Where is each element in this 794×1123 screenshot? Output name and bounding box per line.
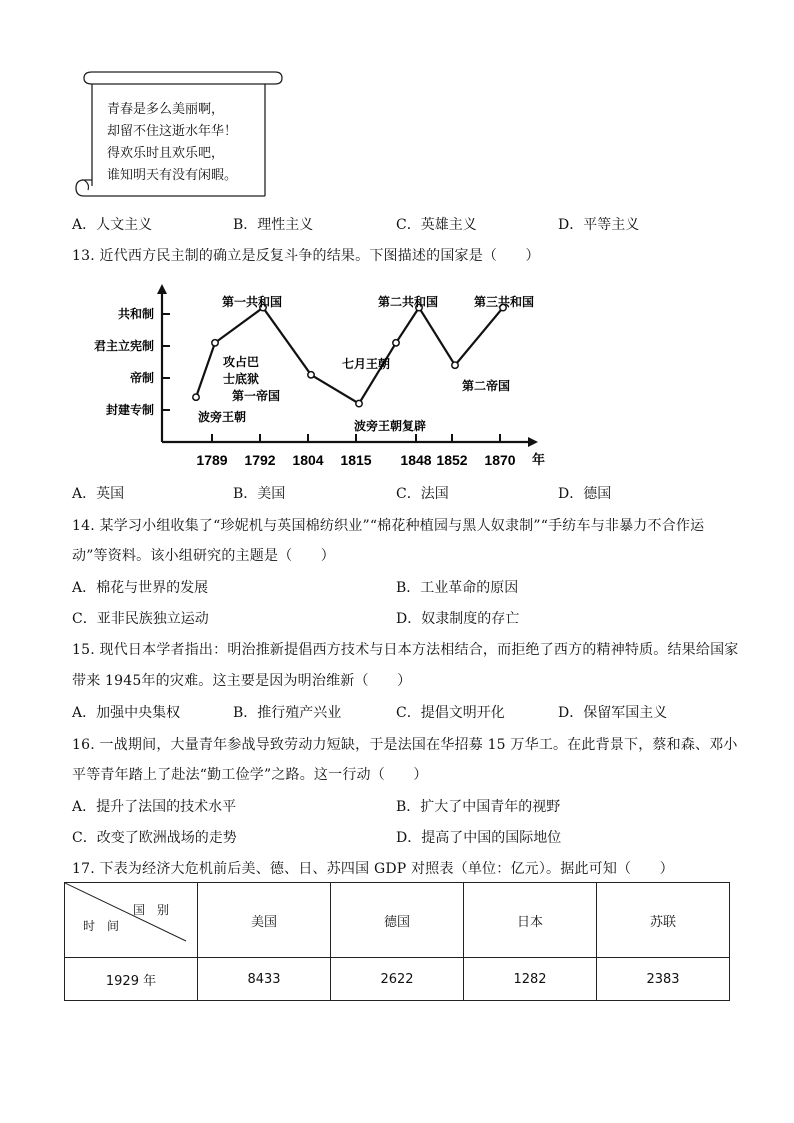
- header-japan: 日本: [464, 883, 597, 958]
- x-unit-label: 年: [532, 453, 546, 468]
- q16-option-a[interactable]: A．提升了法国的技术水平: [72, 799, 237, 815]
- y-tick-label: 帝制: [129, 371, 154, 385]
- annotation-second-empire: 第二帝国: [462, 379, 511, 393]
- q14-option-b[interactable]: B．工业革命的原因: [396, 580, 519, 596]
- data-point: [452, 362, 458, 368]
- q13-option-d[interactable]: D．德国: [558, 486, 612, 502]
- q15-stem-line-2: 带来 1945年的灾难。这主要是因为明治维新（ ）: [72, 673, 412, 689]
- q13-stem: 13. 近代西方民主制的确立是反复斗争的结果。下图描述的国家是（ ）: [72, 248, 540, 264]
- annotation-first-republic: 第一共和国: [222, 295, 283, 309]
- annotation-bastille-1: 攻占巴: [223, 355, 260, 369]
- q12-option-a[interactable]: A．人文主义: [72, 217, 153, 233]
- y-tick-label: 君主立宪制: [93, 339, 154, 353]
- poem-line-3: 得欢乐时且欢乐吧，: [107, 146, 225, 161]
- y-tick-label: 封建专制: [105, 403, 154, 417]
- q16-stem-line-2: 平等青年踏上了赴法“勤工俭学”之路。这一行动（ ）: [72, 767, 428, 783]
- q16-option-c[interactable]: C．改变了欧洲战场的走势: [72, 830, 237, 846]
- q16-option-b[interactable]: B．扩大了中国青年的视野: [396, 799, 561, 815]
- x-tick-label: 1870: [484, 452, 516, 468]
- data-point: [193, 394, 199, 400]
- x-tick-label: 1792: [244, 452, 276, 468]
- poem-line-4: 谁知明天有没有闲暇。: [107, 168, 238, 183]
- data-point: [212, 340, 218, 346]
- header-germany: 德国: [331, 883, 464, 958]
- annotation-bastille-2: 士底狱: [223, 372, 260, 386]
- annotation-bourbon: 波旁王朝: [198, 410, 247, 424]
- corner-label-time: 时 间: [83, 919, 120, 933]
- table-row: [65, 958, 730, 1001]
- q16-stem-line-1: 16. 一战期间，大量青年参战导致劳动力短缺，于是法国在华招募 15 万华工。在此背景下，蔡和森、邓小: [72, 737, 738, 753]
- cell-germany: 2622: [331, 958, 464, 1001]
- poem-line-1: 青春是多么美丽啊，: [107, 102, 225, 117]
- x-tick-label: 1815: [340, 452, 372, 468]
- annotation-third-republic: 第三共和国: [474, 295, 535, 309]
- q14-option-d[interactable]: D．奴隶制度的存亡: [396, 611, 520, 627]
- poem-line-2: 却留不住这逝水年华！: [107, 124, 238, 139]
- table-corner-cell: [65, 883, 198, 958]
- x-tick-label: 1852: [436, 452, 468, 468]
- cell-ussr: 2383: [597, 958, 730, 1001]
- cell-usa: 8433: [198, 958, 331, 1001]
- q17-stem: 17. 下表为经济大危机前后美、德、日、苏四国 GDP 对照表（单位：亿元）。据此可知（ ）: [72, 861, 674, 877]
- france-regime-chart: [70, 282, 550, 472]
- annotation-bourbon-restoration: 波旁王朝复辟: [354, 419, 427, 433]
- q13-option-b[interactable]: B．美国: [233, 486, 286, 502]
- corner-label-country: 国 别: [133, 903, 170, 917]
- cell-japan: 1282: [464, 958, 597, 1001]
- x-tick-label: 1848: [400, 452, 432, 468]
- data-point: [393, 340, 399, 346]
- header-usa: 美国: [198, 883, 331, 958]
- q14-option-c[interactable]: C．亚非民族独立运动: [72, 611, 209, 627]
- row-year: 1929 年: [65, 958, 198, 1001]
- annotation-first-empire: 第一帝国: [232, 389, 281, 403]
- q15-stem-line-1: 15. 现代日本学者指出：明治推新提倡西方技术与日本方法相结合，而拒绝了西方的精神特质。结果给国家: [72, 642, 739, 658]
- header-ussr: 苏联: [597, 883, 730, 958]
- gdp-table: [64, 882, 730, 1001]
- q13-option-c[interactable]: C．法国: [396, 486, 449, 502]
- q15-option-c[interactable]: C．提倡文明开化: [396, 705, 505, 721]
- x-tick-label: 1804: [292, 452, 324, 468]
- data-point: [308, 372, 314, 378]
- q13-option-a[interactable]: A．英国: [72, 486, 125, 502]
- data-point: [356, 400, 362, 406]
- q15-option-b[interactable]: B．推行殖产兴业: [233, 705, 342, 721]
- q15-option-a[interactable]: A．加强中央集权: [72, 705, 181, 721]
- x-tick-label: 1789: [196, 452, 228, 468]
- q15-option-d[interactable]: D．保留军国主义: [558, 705, 668, 721]
- q12-option-c[interactable]: C．英雄主义: [396, 217, 477, 233]
- y-tick-label: 共和制: [117, 307, 154, 321]
- q14-stem-line-2: 动”等资料。该小组研究的主题是（ ）: [72, 548, 335, 564]
- q14-stem-line-1: 14. 某学习小组收集了“珍妮机与英国棉纺织业”“棉花种植园与黑人奴隶制”“手纺车与非暴力不合作运: [72, 518, 705, 534]
- annotation-july-monarchy: 七月王朝: [342, 357, 391, 371]
- q14-option-a[interactable]: A．棉花与世界的发展: [72, 580, 209, 596]
- q12-option-b[interactable]: B．理性主义: [233, 217, 314, 233]
- q16-option-d[interactable]: D．提高了中国的国际地位: [396, 830, 562, 846]
- annotation-second-republic: 第二共和国: [378, 295, 439, 309]
- table-header-row: [65, 883, 730, 958]
- q12-option-d[interactable]: D．平等主义: [558, 217, 640, 233]
